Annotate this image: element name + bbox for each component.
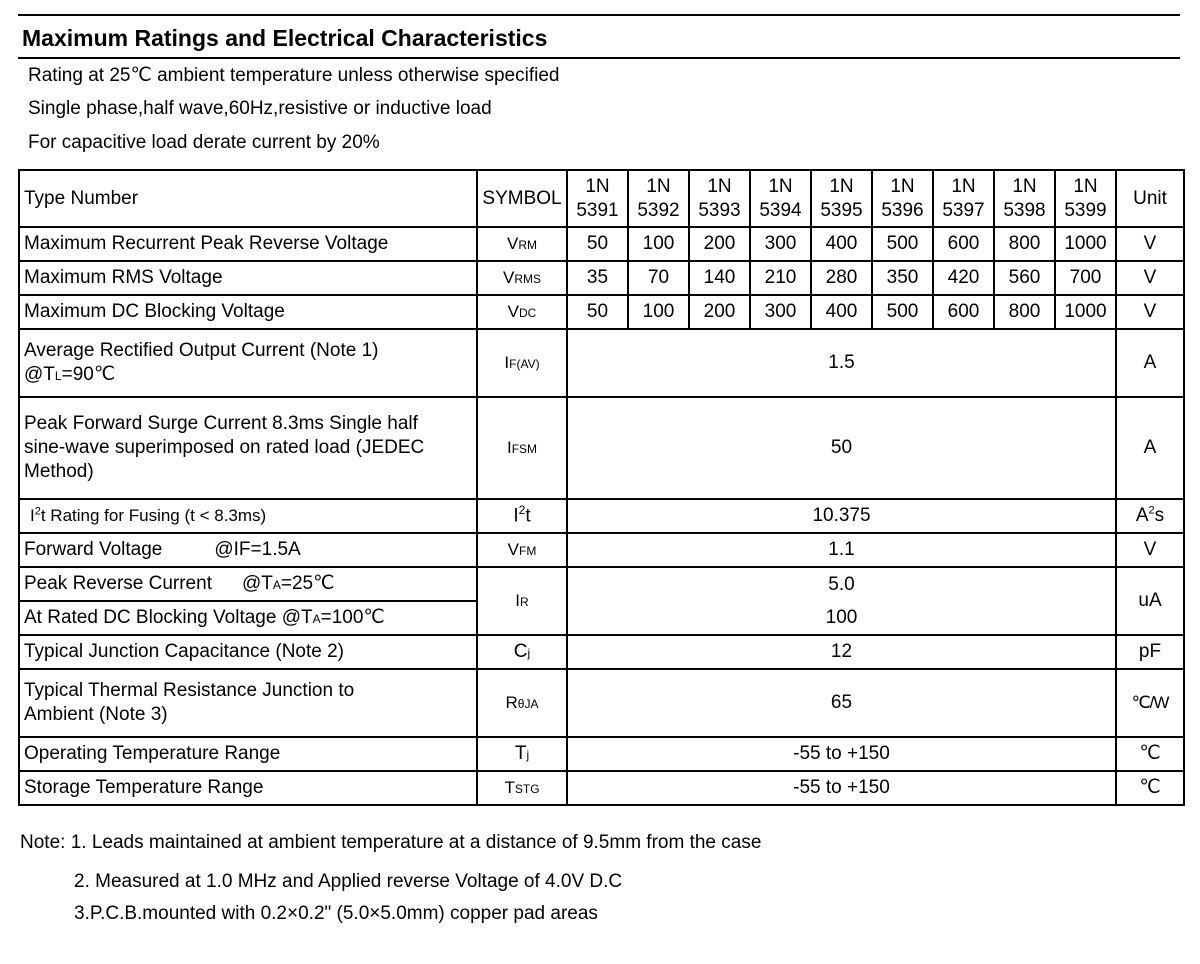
param-cj: Typical Junction Capacitance (Note 2) (19, 635, 477, 669)
header-row (19, 170, 1184, 227)
symbol-vrms: VRMS (477, 261, 567, 295)
condition-line-1: Rating at 25℃ ambient temperature unless otherwise specified (28, 65, 560, 86)
note-1: Note: 1. Leads maintained at ambient temperature at a distance of 9.5mm from the case (20, 832, 762, 853)
table-row (19, 669, 1184, 737)
unit-cell: $A^2s$ (1116, 499, 1184, 533)
value-cell: 1.1 (567, 533, 1116, 567)
title-rule (18, 57, 1180, 59)
value-cell: 200 (689, 227, 750, 261)
value-cell: 70 (628, 261, 689, 295)
symbol-tstg: TSTG (477, 771, 567, 805)
value-cell: 50 (567, 227, 628, 261)
value-cell: 65 (567, 669, 1116, 737)
unit-cell: V (1116, 227, 1184, 261)
table-row (19, 601, 1184, 635)
value-cell: 300 (750, 227, 811, 261)
symbol-cj: Cj (477, 635, 567, 669)
symbol-vrrm: VRM (477, 227, 567, 261)
symbol-i2t: $I^2t$ (477, 499, 567, 533)
part-header: 1N 5396 (872, 170, 933, 227)
value-cell: 350 (872, 261, 933, 295)
top-rule (18, 14, 1180, 16)
value-cell: 5.0 (567, 567, 1116, 601)
value-cell: 140 (689, 261, 750, 295)
param-ir-25: Peak Reverse Current @TA=25℃ (19, 567, 477, 601)
value-cell: 1000 (1055, 295, 1116, 329)
symbol-vdc: VDC (477, 295, 567, 329)
symbol-header: SYMBOL (477, 170, 567, 227)
value-cell: 700 (1055, 261, 1116, 295)
unit-cell: A (1116, 329, 1184, 397)
part-header: 1N 5393 (689, 170, 750, 227)
value-cell: 420 (933, 261, 994, 295)
param-tstg: Storage Temperature Range (19, 771, 477, 805)
value-cell: 100 (628, 227, 689, 261)
value-cell: 210 (750, 261, 811, 295)
unit-cell: A (1116, 397, 1184, 499)
symbol-ir: IR (477, 567, 567, 635)
note-2: 2. Measured at 1.0 MHz and Applied reverse Voltage of 4.0V D.C (74, 871, 623, 892)
part-header: 1N 5391 (567, 170, 628, 227)
table-row (19, 533, 1184, 567)
part-header: 1N 5398 (994, 170, 1055, 227)
table-row (19, 737, 1184, 771)
value-cell: 600 (933, 227, 994, 261)
value-cell: 400 (811, 295, 872, 329)
part-header: 1N 5397 (933, 170, 994, 227)
condition-line-3: For capacitive load derate current by 20% (28, 132, 380, 153)
symbol-ifsm: IFSM (477, 397, 567, 499)
value-cell: -55 to +150 (567, 771, 1116, 805)
param-i2t: $I^2t$ Rating for Fusing (t < 8.3ms) (19, 499, 477, 533)
symbol-ifav: IF(AV) (477, 329, 567, 397)
type-number-header: Type Number (19, 170, 477, 227)
value-cell: 300 (750, 295, 811, 329)
value-cell: 50 (567, 295, 628, 329)
value-cell: 35 (567, 261, 628, 295)
part-header: 1N 5394 (750, 170, 811, 227)
param-ifsm: Peak Forward Surge Current 8.3ms Single half sine-wave superimposed on rated load (JEDEC Method) (19, 397, 477, 499)
unit-cell: V (1116, 533, 1184, 567)
table-row (19, 295, 1184, 329)
value-cell: 500 (872, 227, 933, 261)
unit-header: Unit (1116, 170, 1184, 227)
ratings-table (18, 169, 1185, 806)
value-cell: 100 (628, 295, 689, 329)
symbol-tj: Tj (477, 737, 567, 771)
unit-cell: V (1116, 295, 1184, 329)
value-cell: 200 (689, 295, 750, 329)
unit-cell: ℃/W (1116, 669, 1184, 737)
unit-cell: uA (1116, 567, 1184, 635)
param-vfm: Forward Voltage @IF=1.5A (19, 533, 477, 567)
unit-cell: V (1116, 261, 1184, 295)
value-cell: 1.5 (567, 329, 1116, 397)
table-row (19, 567, 1184, 601)
value-cell: 800 (994, 295, 1055, 329)
value-cell: 400 (811, 227, 872, 261)
part-header: 1N 5399 (1055, 170, 1116, 227)
value-cell: 600 (933, 295, 994, 329)
param-ir-100: At Rated DC Blocking Voltage @TA=100℃ (19, 601, 477, 635)
table-row (19, 227, 1184, 261)
param-ifav: Average Rectified Output Current (Note 1) @TL=90℃ (19, 329, 477, 397)
value-cell: -55 to +150 (567, 737, 1116, 771)
unit-cell: ℃ (1116, 737, 1184, 771)
table-row (19, 499, 1184, 533)
value-cell: 12 (567, 635, 1116, 669)
symbol-rth: RθJA (477, 669, 567, 737)
value-cell: 50 (567, 397, 1116, 499)
unit-cell: pF (1116, 635, 1184, 669)
value-cell: 100 (567, 601, 1116, 635)
value-cell: 560 (994, 261, 1055, 295)
table-row (19, 261, 1184, 295)
table-row (19, 771, 1184, 805)
param-rth: Typical Thermal Resistance Junction to Ambient (Note 3) (19, 669, 477, 737)
value-cell: 10.375 (567, 499, 1116, 533)
param-vdc: Maximum DC Blocking Voltage (19, 295, 477, 329)
param-tj: Operating Temperature Range (19, 737, 477, 771)
param-vrms: Maximum RMS Voltage (19, 261, 477, 295)
part-header: 1N 5395 (811, 170, 872, 227)
unit-cell: ℃ (1116, 771, 1184, 805)
section-title: Maximum Ratings and Electrical Characteristics (22, 25, 548, 51)
part-header: 1N 5392 (628, 170, 689, 227)
value-cell: 500 (872, 295, 933, 329)
table-row (19, 397, 1184, 499)
symbol-vfm: VFM (477, 533, 567, 567)
table-row (19, 329, 1184, 397)
param-vrrm: Maximum Recurrent Peak Reverse Voltage (19, 227, 477, 261)
condition-line-2: Single phase,half wave,60Hz,resistive or inductive load (28, 98, 492, 119)
value-cell: 800 (994, 227, 1055, 261)
value-cell: 1000 (1055, 227, 1116, 261)
value-cell: 280 (811, 261, 872, 295)
note-3: 3.P.C.B.mounted with 0.2×0.2" (5.0×5.0mm) copper pad areas (74, 903, 598, 924)
table-row (19, 635, 1184, 669)
